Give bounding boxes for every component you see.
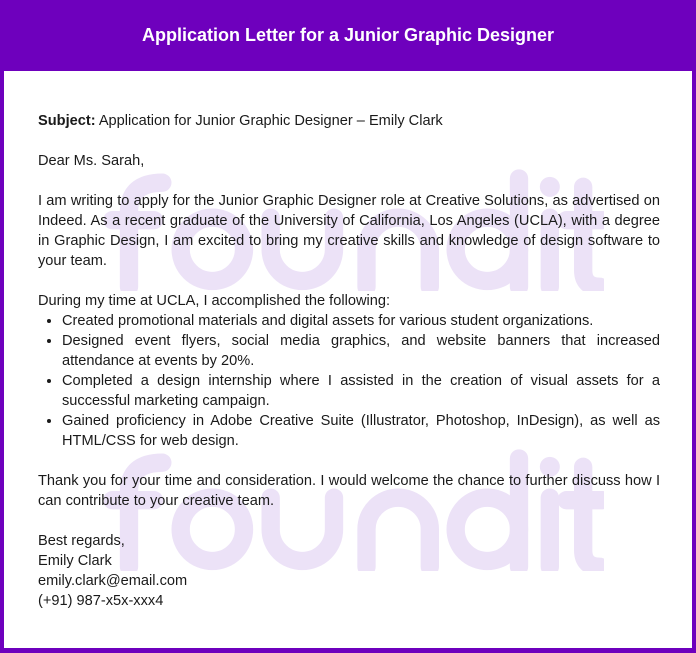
list-item: • Designed event flyers, social media graphics, and website banners that increased attendance at events by 20%. (62, 331, 660, 371)
list-intro: During my time at UCLA, I accomplished the following: (38, 293, 391, 309)
closing-paragraph: Thank you for your time and consideration. I would welcome the chance to further discuss how I can contribute to your creative team. (38, 473, 660, 509)
list-item: • Completed a design internship where I assisted in the creation of visual assets for a successful marketing campaign. (62, 371, 660, 411)
subject-text: Application for Junior Graphic Designer – Emily Clark (95, 113, 443, 129)
page-title: Application Letter for a Junior Graphic Designer (141, 24, 555, 45)
sender-name: Emily Clark (38, 553, 112, 569)
letter-body (38, 111, 660, 611)
list-item: • Created promotional materials and digital assets for various student organizations. (62, 311, 660, 331)
accomplishments-list (38, 311, 660, 451)
sender-email: emily.clark@email.com (38, 573, 188, 589)
subject-line (38, 111, 660, 131)
list-item: • Gained proficiency in Adobe Creative Suite (Illustrator, Photoshop, InDesign), as well as HTML/CSS for web design. (62, 411, 660, 451)
intro-paragraph: I am writing to apply for the Junior Graphic Designer role at Creative Solutions, as advertised on Indeed. As a recent graduate of the University of California, Los Angeles (UCLA), with a degree in Graphic Design, I am excited to bring my creative skills and knowledge of design software to your team. (38, 193, 660, 269)
letter-card (4, 71, 692, 648)
subject-label: Subject: (38, 113, 96, 129)
page-header (0, 0, 696, 70)
sender-phone: (+91) 987-x5x-xxx4 (38, 593, 164, 609)
signoff: Best regards, (38, 533, 125, 549)
salutation: Dear Ms. Sarah, (38, 153, 145, 169)
signature (38, 531, 660, 611)
